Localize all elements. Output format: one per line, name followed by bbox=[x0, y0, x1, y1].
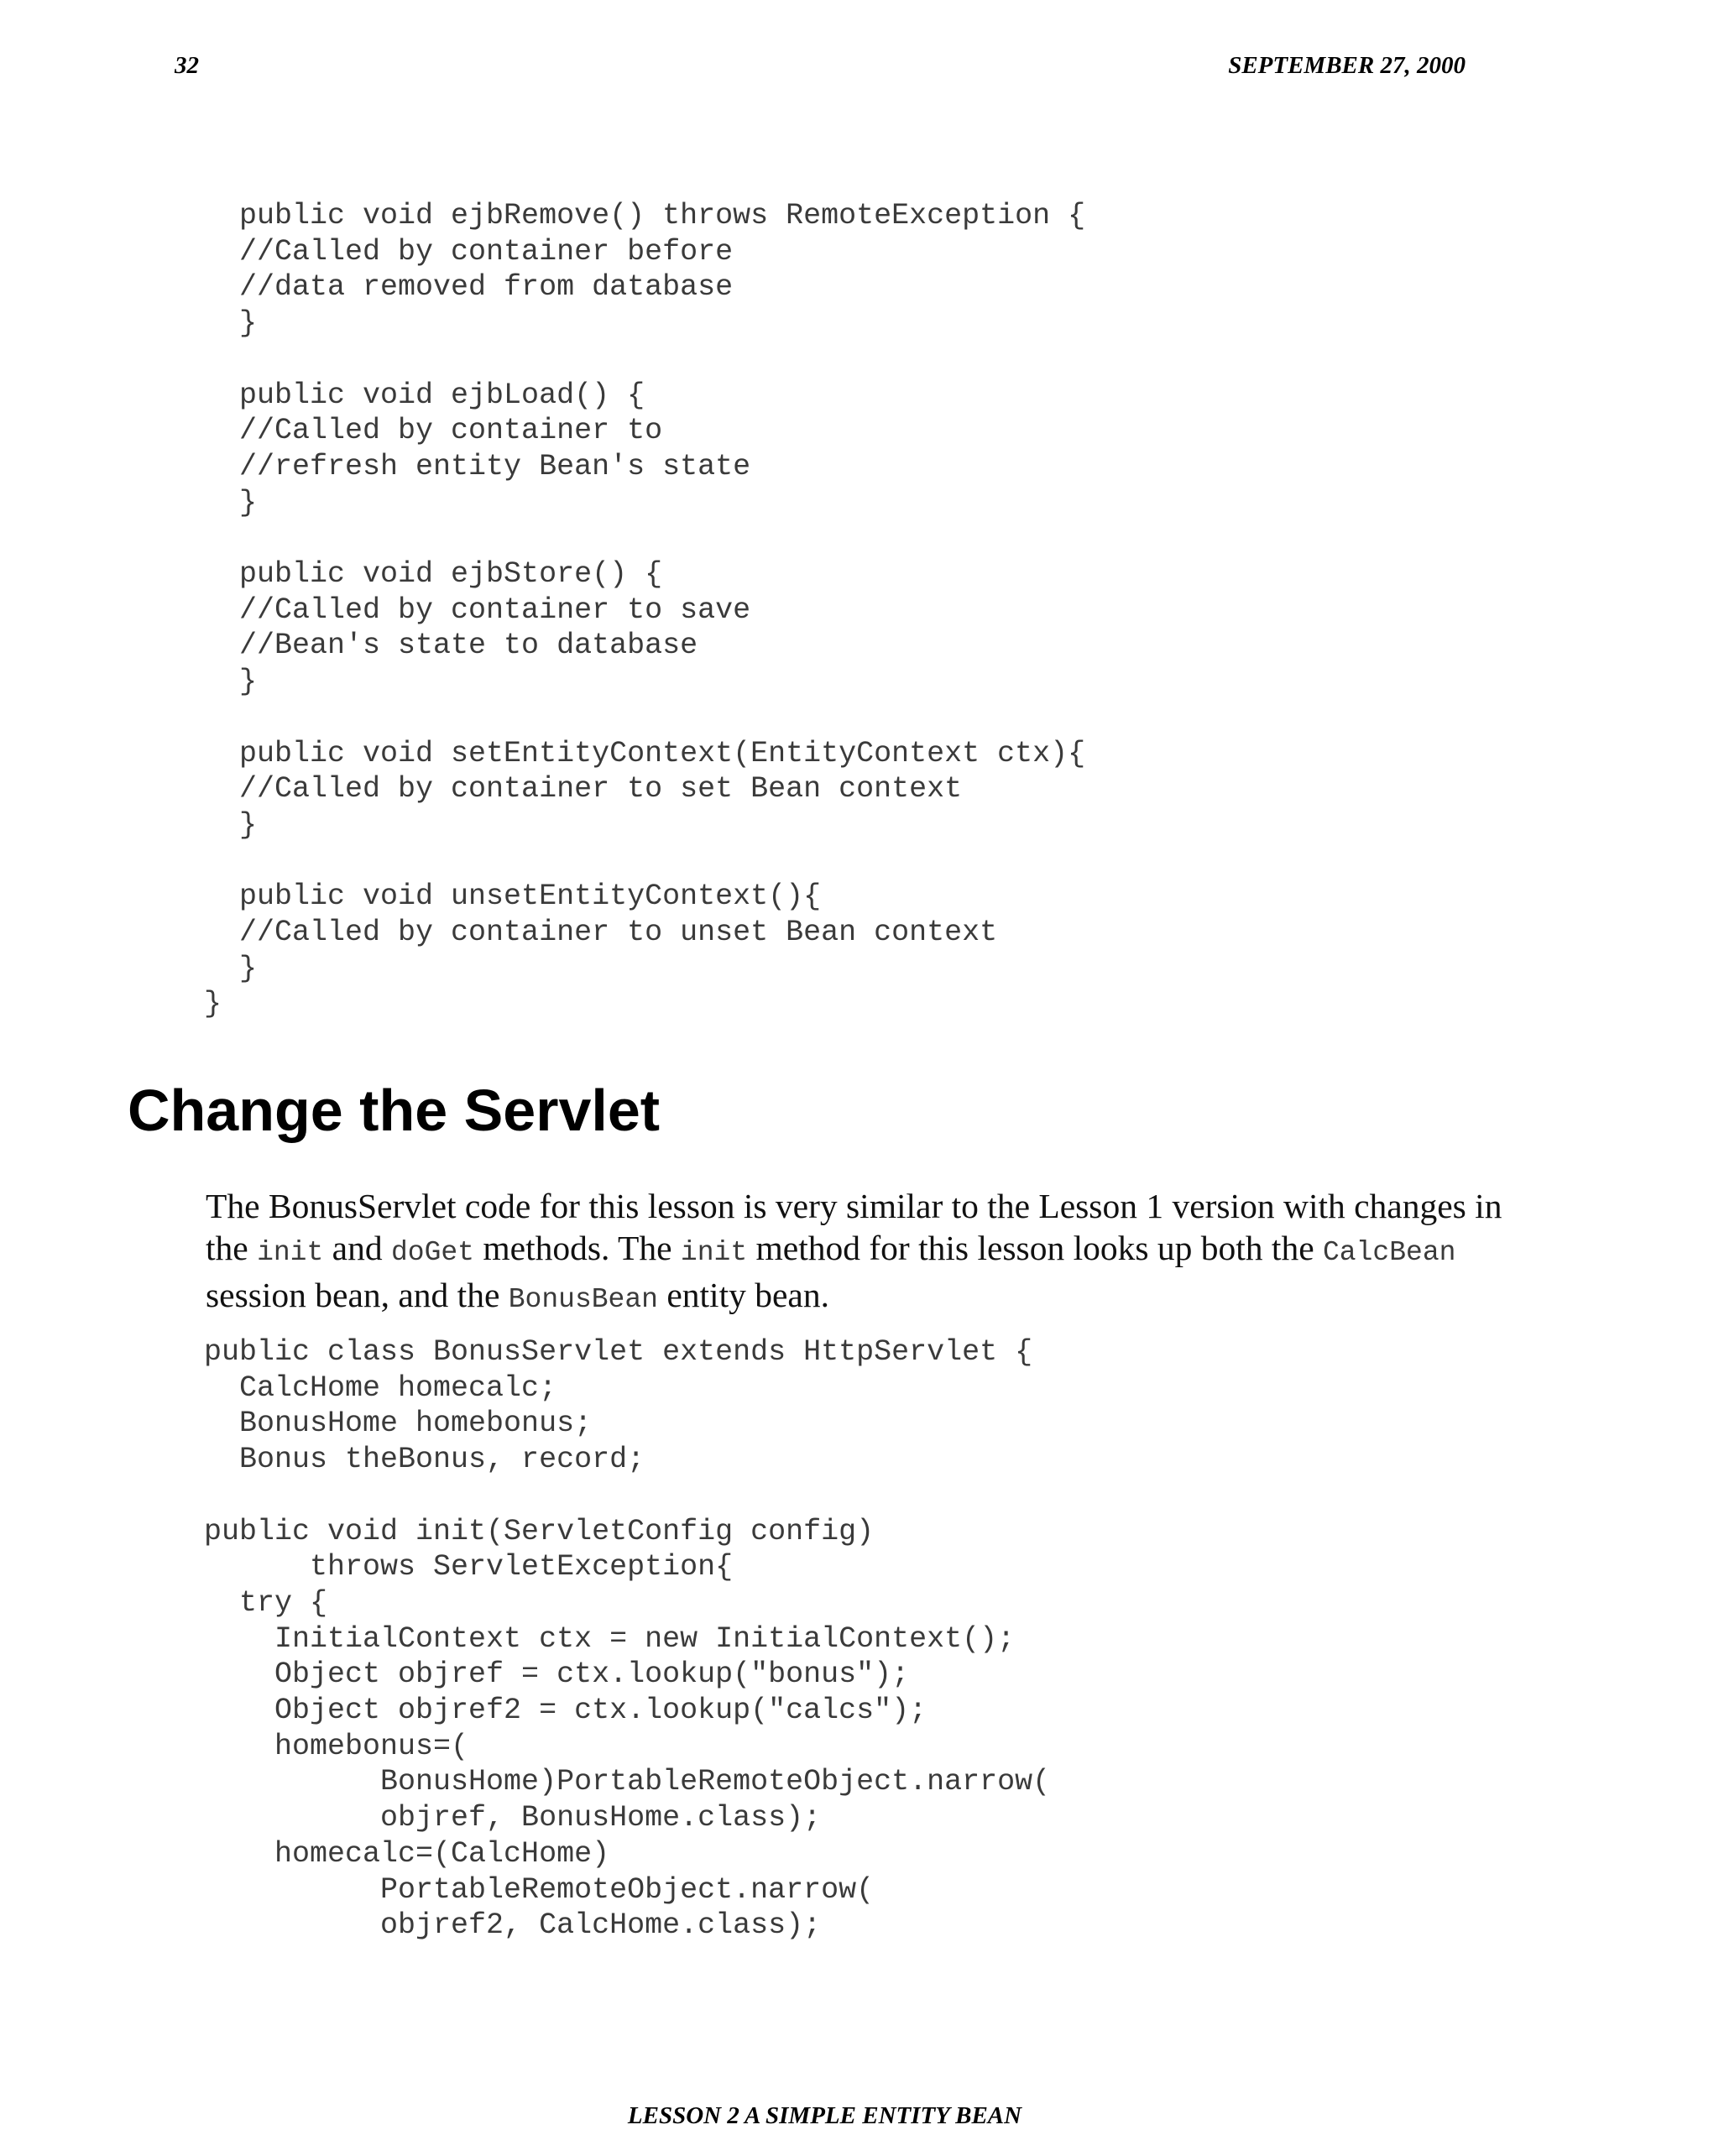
section-heading: Change the Servlet bbox=[128, 1078, 661, 1143]
paragraph-text: and bbox=[323, 1229, 391, 1267]
inline-code-doget: doGet bbox=[390, 1237, 474, 1268]
inline-code-init: init bbox=[257, 1237, 324, 1268]
inline-code-bonusbean: BonusBean bbox=[508, 1284, 658, 1315]
paragraph-text: session bean, and the bbox=[206, 1276, 509, 1314]
code-block-bonus-servlet: public class BonusServlet extends HttpServlet { CalcHome homecalc; BonusHome homebonus; Bonus theBonus, record; public void init(ServletConfig config) throws ServletException{ try { InitialContext ctx = new InitialContext(); Object objref = ctx.lookup("bonus"); Object objref2 = ctx.lookup("calcs"); homebonus=( BonusHome)PortableRemoteObject.narrow( objref, BonusHome.class); homecalc=(CalcHome) PortableRemoteObject.narrow( objref2, CalcHome.class); bbox=[204, 1335, 1051, 1943]
page-footer: LESSON 2 A SIMPLE ENTITY BEAN bbox=[627, 2102, 1022, 2129]
paragraph-text: The BonusServlet code for this lesson is very similar to the Lesson 1 version with changes in the bbox=[206, 1187, 1502, 1267]
body-paragraph bbox=[206, 1185, 1549, 1321]
paragraph-text: methods. The bbox=[474, 1229, 681, 1267]
code-block-entity-bean-methods: public void ejbRemove() throws RemoteException { //Called by container before //data removed from database } public void ejbLoad() { //Called by container to //refresh entity Bean's state } public void ejbStore() { //Called by container to save //Bean's state to database } public void setEntityContext(EntityContext ctx){ //Called by container to set Bean context } public void unsetEntityContext(){ //Called by container to unset Bean context } } bbox=[204, 199, 1086, 1021]
inline-code-init: init bbox=[680, 1237, 748, 1268]
page-date: SEPTEMBER 27, 2000 bbox=[1228, 52, 1466, 79]
page-number: 32 bbox=[175, 52, 199, 79]
paragraph-text: entity bean. bbox=[657, 1276, 829, 1314]
inline-code-calcbean: CalcBean bbox=[1323, 1237, 1456, 1268]
paragraph-text: method for this lesson looks up both the bbox=[747, 1229, 1323, 1267]
